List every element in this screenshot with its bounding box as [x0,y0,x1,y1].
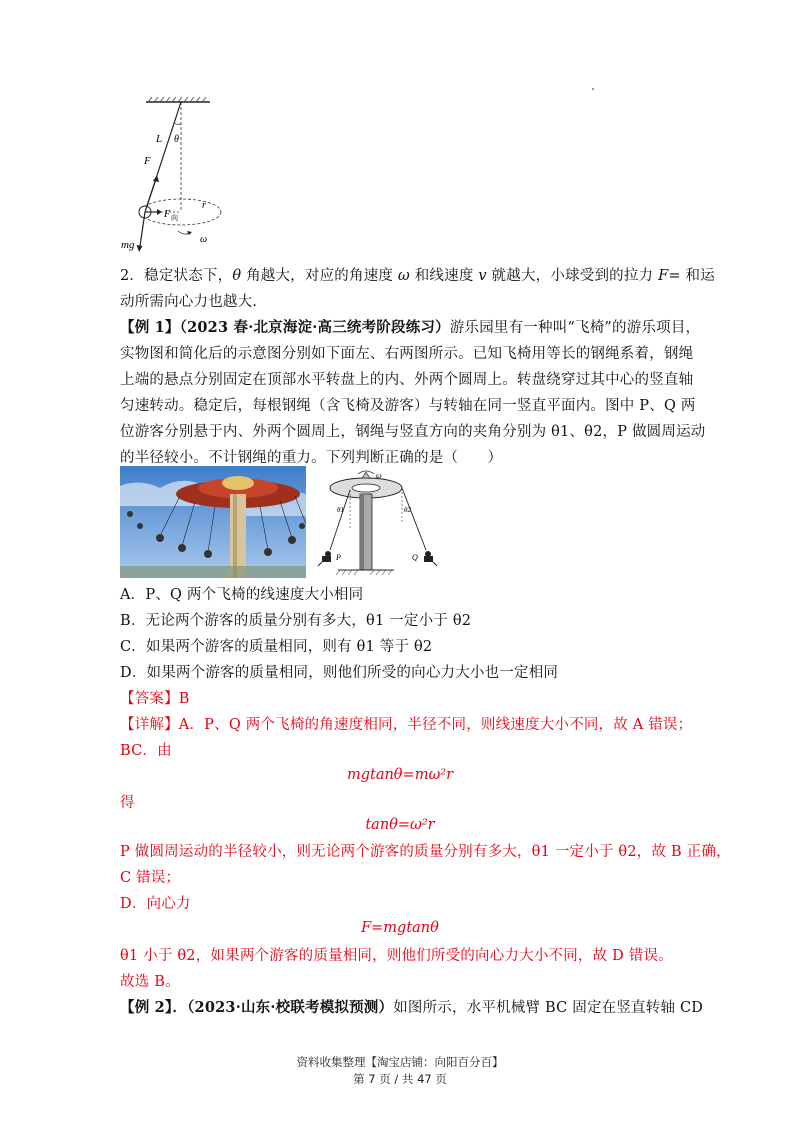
example-1-line-6: 的半径较小。不计钢绳的重力。下列判断正确的是（ ） [120,450,503,466]
detail-line-3: P 做圆周运动的半径较小，则无论两个游客的质量分别有多大，θ1 一定小于 θ2，故 B 正确， [120,844,731,860]
label-theta2: θ2 [404,506,411,514]
text-run: v [478,268,487,284]
example-1-line-4: 匀速转动。稳定后，每根钢绳（含飞椅及游客）与转轴在同一竖直平面内。图中 P、Q 两 [120,398,696,414]
detail-line-6: θ1 小于 θ2，如果两个游客的质量相同，则他们所受的向心力大小不同，故 D 错误。 [120,948,673,964]
equation-3: F=mgtanθ [361,920,439,936]
speck [592,88,594,90]
equation-1: mgtanθ=mω²r [346,767,454,783]
label-omega: ω [376,471,382,480]
text-run: F [658,268,669,284]
answer-line: 【答案】B [120,691,190,707]
example-2-line-1 [120,998,703,1018]
example-1-tag: 【例 1】 [120,319,180,336]
text-run: 就越大，小球受到的拉力 [486,268,659,284]
detail-line-4: C 错误； [120,870,181,886]
conical-pendulum-figure [118,96,248,256]
text-run: θ [232,268,242,284]
example-1-source: （2023 春·北京海淀·高三统考阶段练习） [179,319,450,336]
footer-source: 资料收集整理【淘宝店铺：向阳百分百】 [296,1055,504,1069]
label-P: P [336,553,341,562]
paragraph-2-line-1 [120,266,715,286]
label-L: L [156,133,163,145]
label-Fn: F [164,209,171,220]
page-number: 第 7 页 / 共 47 页 [353,1072,447,1086]
text-run: 和线速度 [409,268,479,284]
swing-ride-schematic [308,466,448,578]
example-1-line-2: 实物图和简化后的示意图分别如下面左、右两图所示。已知飞椅用等长的钢绳系着，钢绳 [120,346,694,362]
paragraph-2-line-2: 动所需向心力也越大. [120,294,258,310]
text-run: = 和运 [668,268,715,284]
text-run: 角越大，对应的角速度 [241,268,398,284]
text-run: 如图所示，水平机械臂 BC 固定在竖直转轴 CD [393,1000,704,1016]
text-run: 2．稳定状态下， [120,268,233,284]
label-Fn-sub: 向 [171,214,178,222]
label-theta: θ [174,134,179,145]
text-run: 游乐园里有一种叫“飞椅”的游乐项目， [449,320,701,336]
detail-de: 得 [120,795,135,811]
label-mg: mg [121,239,135,251]
example-2-tag: 【例 2】 [120,999,173,1016]
label-r: r [202,200,206,211]
label-F: F [144,155,151,167]
label-theta1: θ1 [337,506,344,514]
detail-line-5: D．向心力 [120,896,191,912]
detail-line-1: 【详解】A．P、Q 两个飞椅的角速度相同，半径不同，则线速度大小不同，故 A 错误； [120,717,693,733]
option-d: D．如果两个游客的质量相同，则他们所受的向心力大小也一定相同 [120,665,559,681]
example-1-line-3: 上端的悬点分别固定在顶部水平转盘上的内、外两个圆周上。转盘绕穿过其中心的竖直轴 [120,372,694,388]
option-b: B．无论两个游客的质量分别有多大，θ1 一定小于 θ2 [120,613,472,629]
example-1-line-5: 位游客分别悬于内、外两个圆周上，钢绳与竖直方向的夹角分别为 θ1、θ2，P 做圆周运动 [120,424,706,440]
equation-2: tanθ=ω²r [365,817,435,833]
detail-line-7: 故选 B。 [120,974,180,990]
swing-ride-photo [120,466,306,578]
example-1-line-1 [120,318,700,338]
example-2-source: ．（2023·山东·校联考模拟预测） [172,999,394,1016]
label-omega: ω [200,234,208,245]
detail-line-2: BC．由 [120,743,172,759]
label-Q: Q [412,553,418,562]
option-c: C．如果两个游客的质量相同，则有 θ1 等于 θ2 [120,639,433,655]
text-run: ω [397,268,410,284]
option-a: A．P、Q 两个飞椅的线速度大小相同 [120,587,364,603]
